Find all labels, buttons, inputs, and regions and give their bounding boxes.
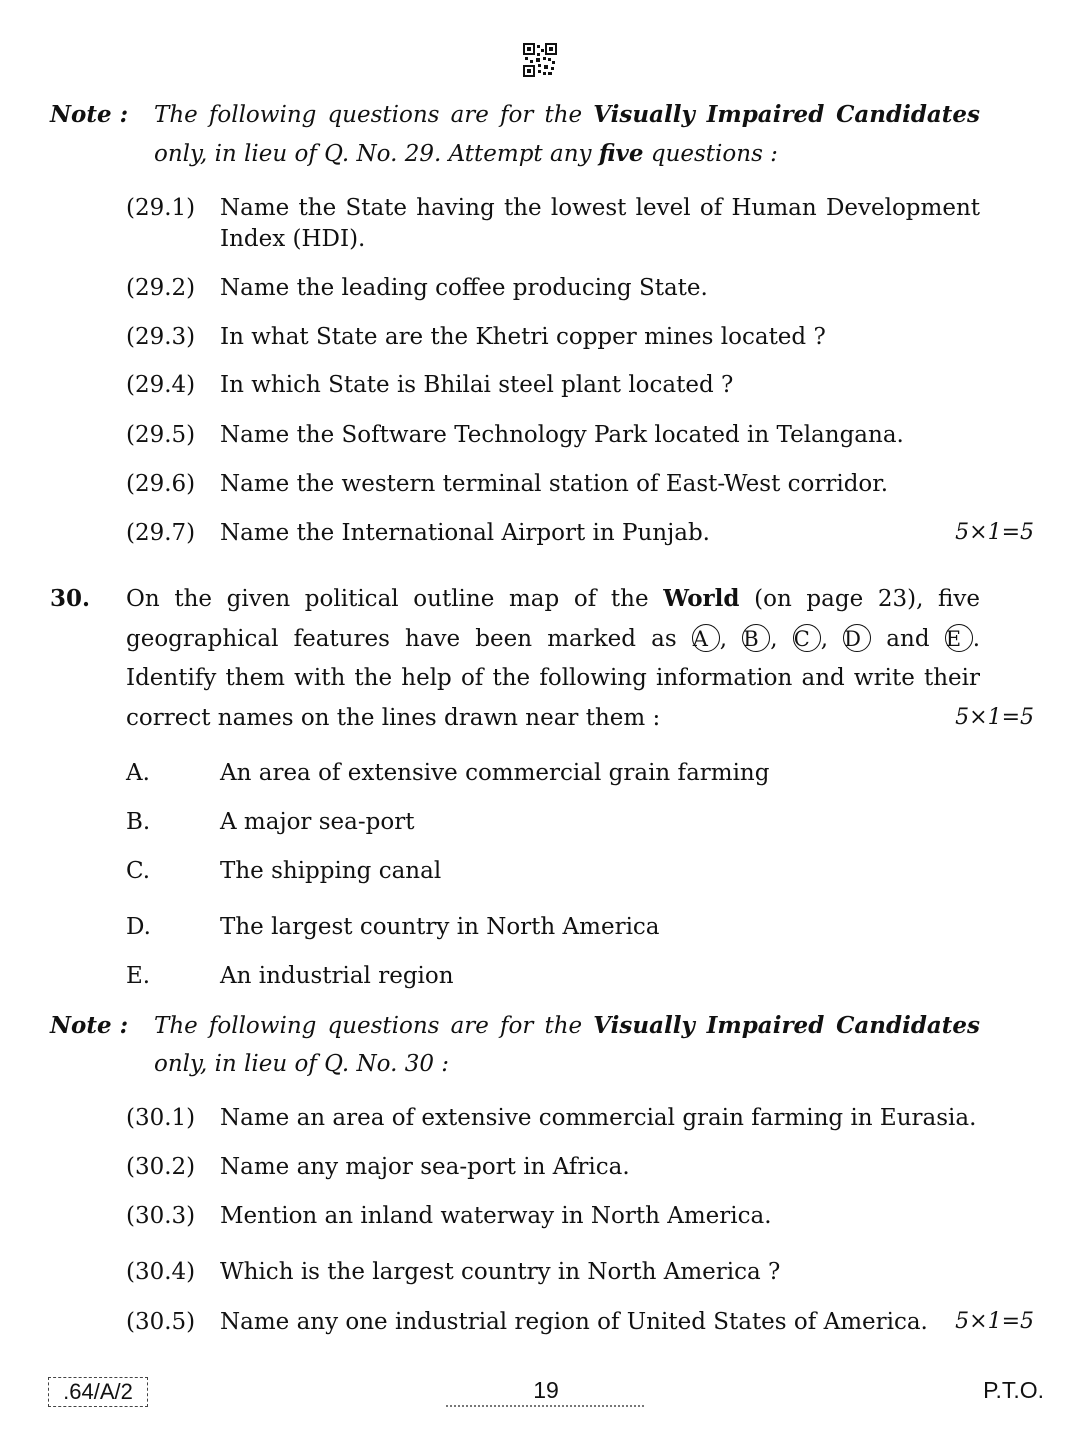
list-item-num: (30.5) <box>126 1309 196 1335</box>
list-item-text: Name the International Airport in Punjab. <box>220 520 710 546</box>
note-label: Note : <box>50 1012 129 1039</box>
marks-label: 5×1=5 <box>955 1309 1034 1334</box>
note-label: Note : <box>50 101 129 128</box>
list-item-text: Name the leading coffee producing State. <box>220 275 708 301</box>
list-item-num: (29.1) <box>126 195 196 221</box>
note-bold-text: Visually Impaired Candidates <box>593 101 981 128</box>
paper-code: .64/A/2 <box>48 1377 148 1407</box>
marks-label: 5×1=5 <box>955 520 1034 545</box>
list-item-num: (30.3) <box>126 1203 196 1229</box>
list-item-text: An industrial region <box>220 963 454 989</box>
list-item-text: Which is the largest country in North America ? <box>220 1259 781 1285</box>
list-item-text: Name any major sea-port in Africa. <box>220 1154 630 1180</box>
list-item-text: The shipping canal <box>220 858 442 884</box>
q30-line-4: correct names on the lines drawn near them : <box>126 705 661 731</box>
marks-label: 5×1=5 <box>955 705 1034 730</box>
list-item-letter: E. <box>126 963 151 989</box>
list-item-text: Name any one industrial region of United States of America. <box>220 1309 928 1335</box>
q30-line-1: On the given political outline map of the World (on page 23), five <box>126 585 980 612</box>
list-item-text: Name the Software Technology Park located in Telangana. <box>220 422 904 448</box>
list-item-text: A major sea-port <box>220 809 415 835</box>
circle-label-b: B <box>742 624 770 652</box>
list-item-num: (30.1) <box>126 1105 196 1131</box>
list-item-num: (29.3) <box>126 324 196 350</box>
list-item-text-cont: Index (HDI). <box>220 226 366 252</box>
q30-line-2: geographical features have been marked as A , B , C , D and E . <box>126 626 980 652</box>
list-item-num: (30.4) <box>126 1259 196 1285</box>
note-line-2: only, in lieu of Q. No. 29. Attempt any five questions : <box>154 140 778 167</box>
list-item-letter: B. <box>126 809 151 835</box>
list-item-num: (29.2) <box>126 275 196 301</box>
question-number: 30. <box>50 585 91 612</box>
qr-code-icon <box>523 43 557 77</box>
circle-label-a: A <box>692 624 720 652</box>
list-item-letter: A. <box>126 760 150 786</box>
pto-label: P.T.O. <box>983 1377 1044 1403</box>
list-item-num: (30.2) <box>126 1154 196 1180</box>
circle-label-e: E <box>945 624 973 652</box>
list-item-text: Mention an inland waterway in North America. <box>220 1203 772 1229</box>
list-item-text: Name the State having the lowest level of Human Development <box>220 195 980 221</box>
list-item-text: An area of extensive commercial grain farming <box>220 760 770 786</box>
q30-line-3: Identify them with the help of the following information and write their <box>126 665 980 691</box>
list-item-num: (29.6) <box>126 471 196 497</box>
list-item-text: In which State is Bhilai steel plant located ? <box>220 372 734 398</box>
list-item-letter: D. <box>126 914 151 940</box>
list-item-text: Name the western terminal station of East-West corridor. <box>220 471 889 497</box>
circle-label-d: D <box>843 624 871 652</box>
note-line-2: only, in lieu of Q. No. 30 : <box>154 1051 450 1077</box>
list-item-num: (29.4) <box>126 372 196 398</box>
circle-label-c: C <box>793 624 821 652</box>
note-line-1: The following questions are for the Visually Impaired Candidates <box>154 1012 981 1039</box>
list-item-letter: C. <box>126 858 151 884</box>
page-number-underline <box>446 1405 644 1407</box>
note-text: The following questions are for the <box>154 102 583 128</box>
page-number: 19 <box>533 1377 559 1403</box>
list-item-num: (29.7) <box>126 520 196 546</box>
list-item-text: In what State are the Khetri copper mines located ? <box>220 324 826 350</box>
list-item-text: The largest country in North America <box>220 914 660 940</box>
list-item-num: (29.5) <box>126 422 196 448</box>
note-line-1 <box>154 103 980 127</box>
list-item-text: Name an area of extensive commercial grain farming in Eurasia. <box>220 1105 977 1131</box>
